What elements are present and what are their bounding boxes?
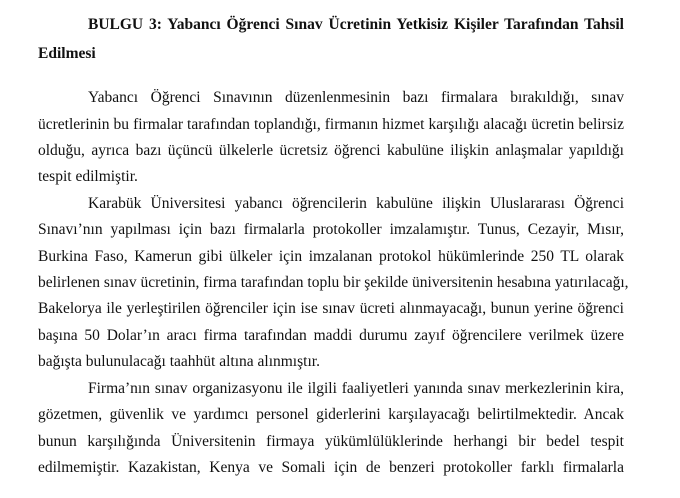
paragraph-3-line-3: bunun karşılığında Üniversitenin firmaya yükümlülüklerinde herhangi bir bedel tespit: [38, 433, 624, 450]
paragraph-1-line-4: tespit edilmiştir.: [38, 168, 138, 185]
paragraph-1-line-2: ücretlerinin bu firmalar tarafından toplandığı, firmanın hizmet karşılığı alacağı ücretin belirsiz: [38, 116, 624, 133]
paragraph-2-line-2: Sınavı’nın yapılması için bazı firmalarla protokoller imzalamıştır. Tunus, Cezayir, Mısır,: [38, 221, 624, 238]
paragraph-2-line-1: Karabük Üniversitesi yabancı öğrencilerin kabulüne ilişkin Uluslararası Öğrenci: [88, 195, 624, 212]
paragraph-1-line-1: Yabancı Öğrenci Sınavının düzenlenmesinin bazı firmalara bırakıldığı, sınav: [88, 89, 624, 106]
paragraph-3-line-4: edilmemiştir. Kazakistan, Kenya ve Somali için de benzeri protokoller farklı firmalarla: [38, 459, 624, 476]
finding-heading-line-1: BULGU 3: Yabancı Öğrenci Sınav Ücretinin Yetkisiz Kişiler Tarafından Tahsil: [88, 16, 624, 33]
paragraph-2-line-7: bağışta bulunulacağı taahhüt altına alınmıştır.: [38, 353, 320, 370]
paragraph-3-line-2: gözetmen, güvenlik ve yardımcı personel giderlerini karşılayacağı belirtilmektedir. Ancak: [38, 406, 624, 423]
paragraph-2-line-3: Burkina Faso, Kamerun gibi ülkeler için imzalanan protokol hükümlerinde 250 TL olarak: [38, 248, 624, 265]
paragraph-2-line-5: Bakelorya ile yerleştirilen öğrenciler için ise sınav ücreti alınmayacağı, bunun yerine öğrenci: [38, 300, 624, 317]
paragraph-1-line-3: olduğu, ayrıca bazı üçüncü ülkelerle ücretsiz öğrenci kabulüne ilişkin anlaşmalar yapıldığı: [38, 142, 624, 159]
finding-heading-line-2: Edilmesi: [38, 45, 96, 62]
paragraph-2-line-6: başına 50 Dolar’ın aracı firma tarafından maddi durumu zayıf öğrencilere verilmek üzere: [38, 327, 624, 344]
paragraph-3-line-1: Firma’nın sınav organizasyonu ile ilgili faaliyetleri yanında sınav merkezlerinin kira,: [88, 380, 624, 397]
paragraph-2-line-4: belirlenen sınav ücretinin, firma tarafından toplu bir şekilde üniversitenin hesabına yatırılacağı,: [38, 274, 629, 291]
